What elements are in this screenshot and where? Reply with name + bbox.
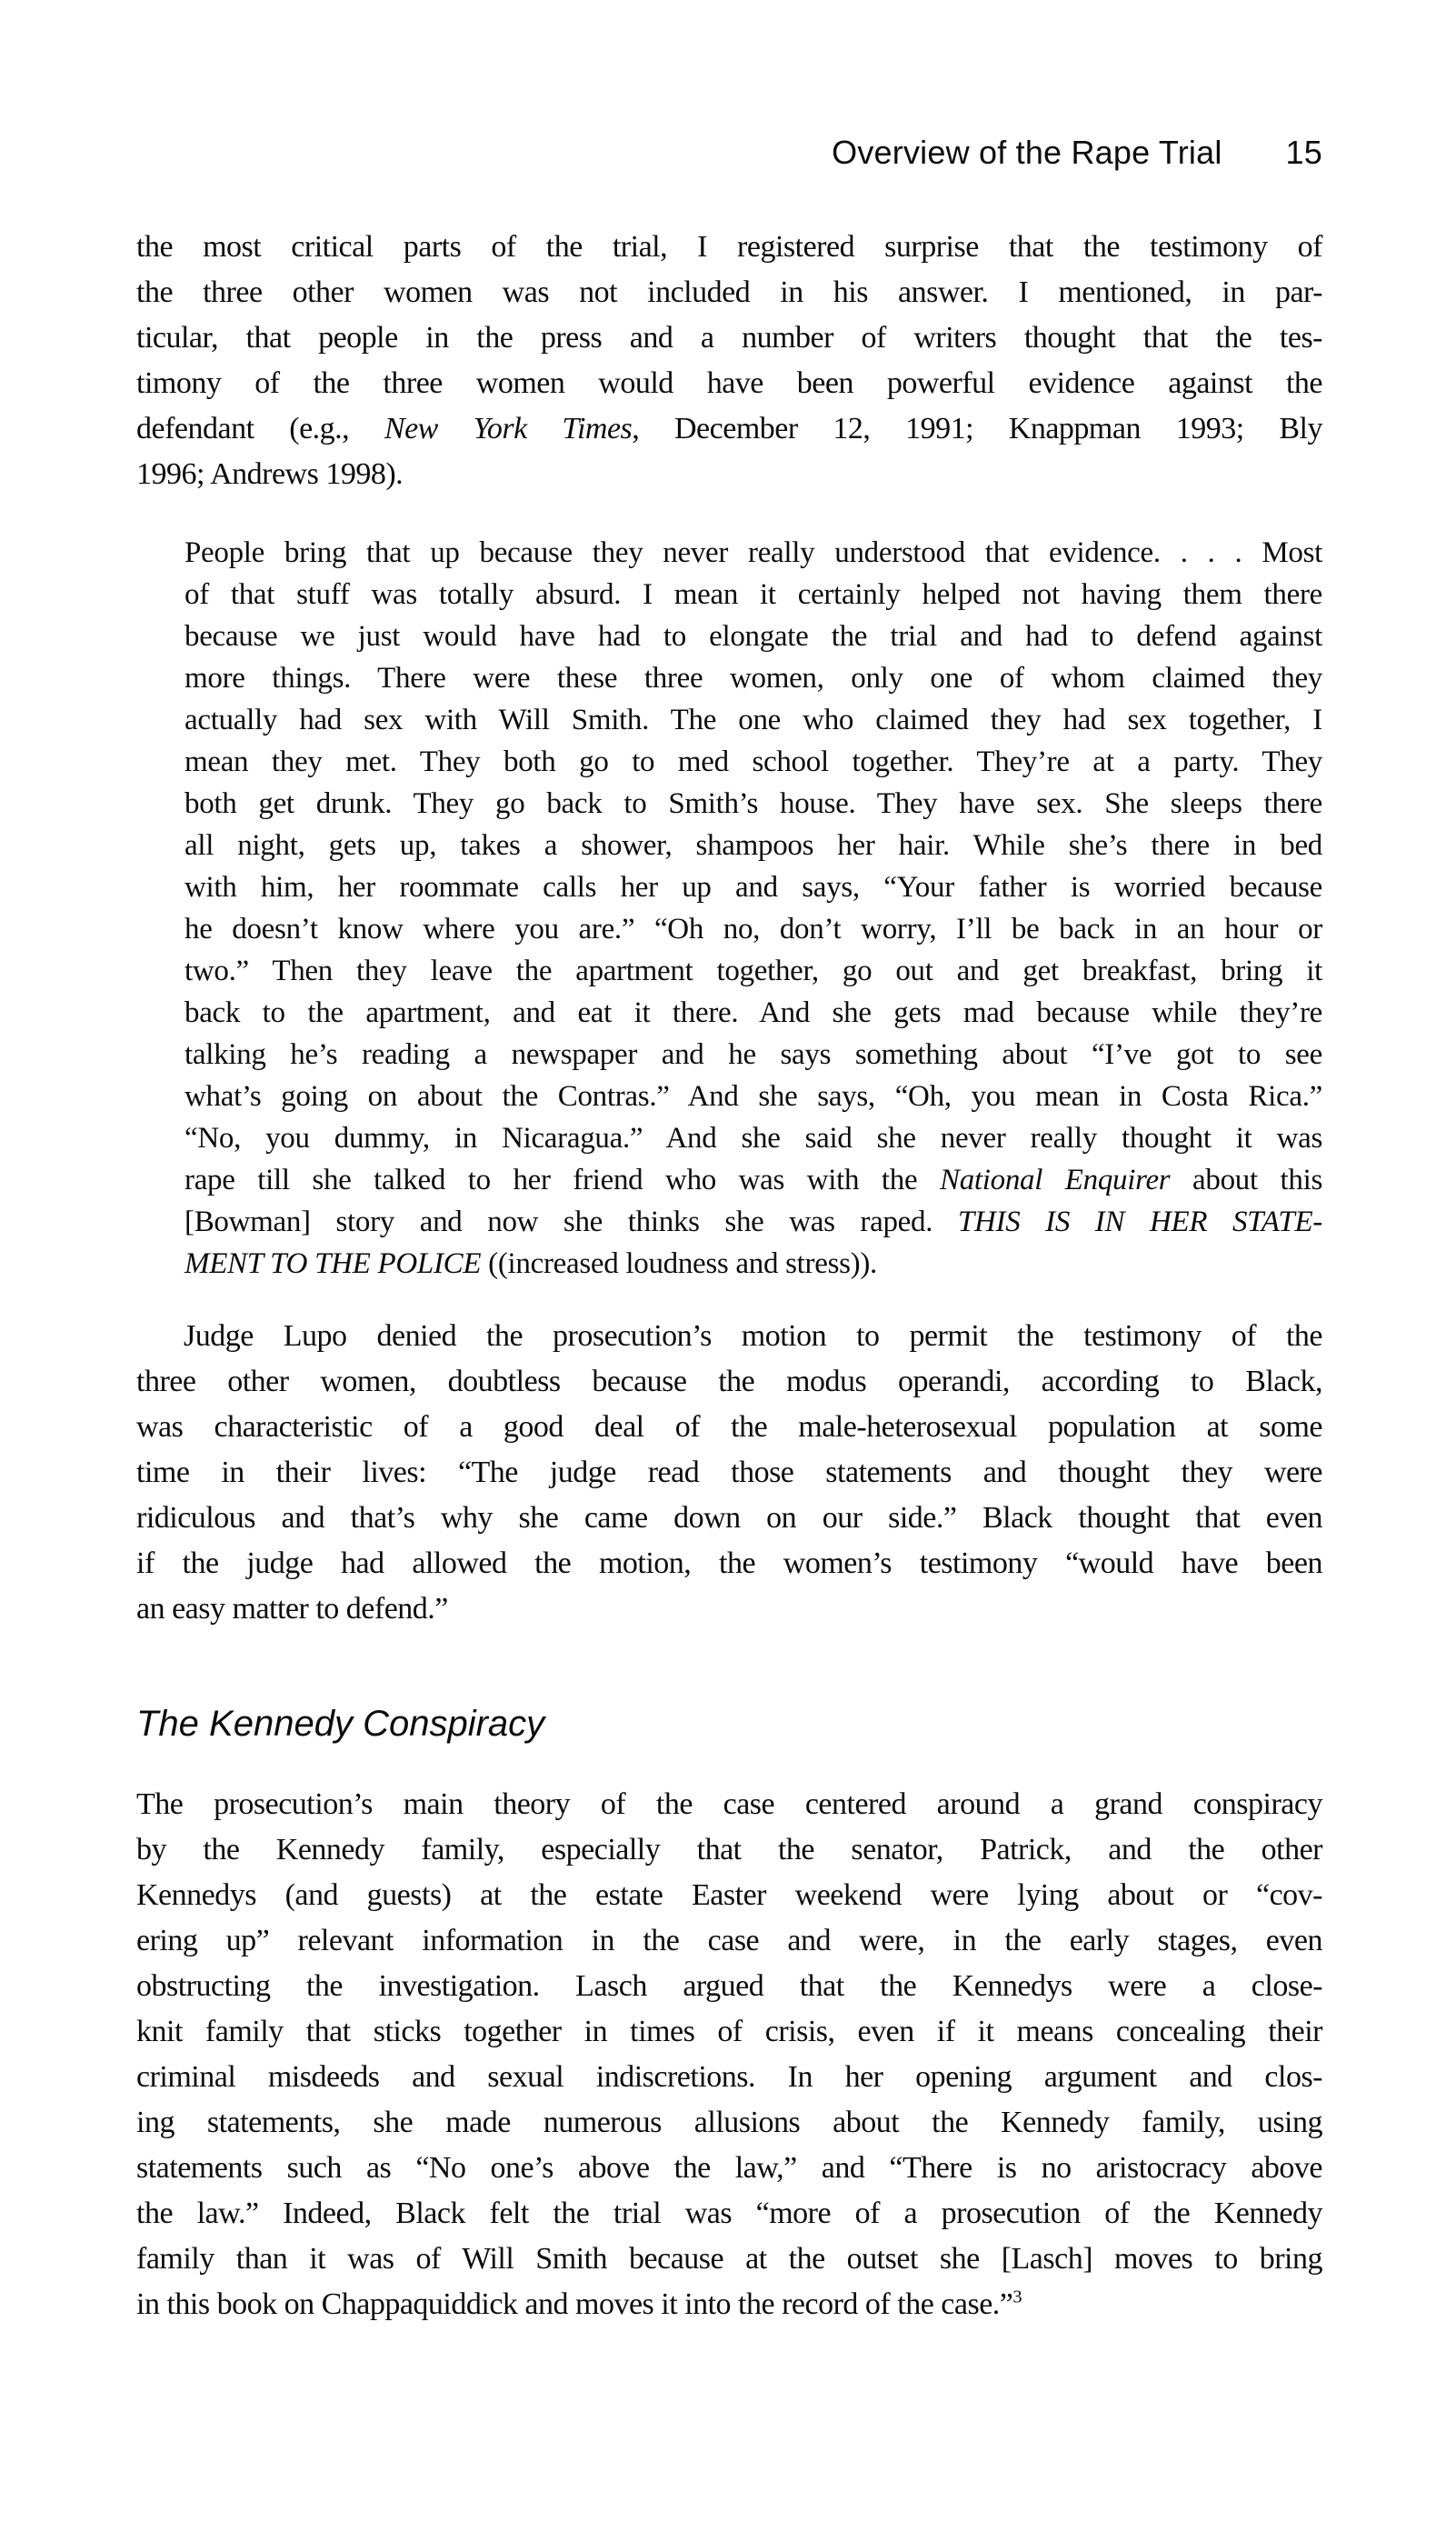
paragraph-judge-lupo: Judge Lupo denied the prosecution’s motion to permit the testimony of the three other women, doubtless because the modus operandi, according to Black, was characteristic of a good deal of the male-heterosexual population at some time in their lives: “The judge read those statements and thought they were ridiculous and that’s why she came down on our side.” Black thought that even if the judge had allowed the motion, the women’s testimony “would have been an easy matter to defend.” [136,1319,1322,1626]
page-number: 15 [1285,134,1322,171]
paragraph-kennedy-conspiracy: The prosecution’s main theory of the case centered around a grand conspiracy by the Kennedy family, especially that the senator, Patrick, and the other Kennedys (and guests) at the estate Easter weekend were lying about or “cov- ering up” relevant information in the case and were, in the early stages, even obstructing the investigation. Lasch argued that the Kennedys were a close- knit family that sticks together in times of crisis, even if it means concealing their criminal misdeeds and sexual indiscretions. In her opening argument and clos- ing statements, she made numerous allusions about the Kennedy family, using statements such as “No one’s above the law,” and “There is no aristocracy above the law.” Indeed, Black felt the trial was “more of a prosecution of the Kennedy family than it was of Will Smith because at the outset she [Lasch] moves to bring in this book on Chappaquiddick and moves it into the record of the case.”$^3$ [136,1787,1322,2321]
running-header-title: Overview of the Rape Trial [832,134,1222,171]
section-heading: The Kennedy Conspiracy [136,1704,545,1744]
running-header [136,135,1322,171]
block-quote: People bring that up because they never really understood that evidence. . . . Most of that stuff was totally absurd. I mean it certainly helped not having them there because we just would have had to elongate the trial and had to defend against more things. There were these three women, only one of whom claimed they actually had sex with Will Smith. The one who claimed they had sex together, I mean they met. They both go to med school together. They’re at a party. They both get drunk. They go back to Smith’s house. They have sex. She sleeps there all night, gets up, takes a shower, shampoos her hair. While she’s there in bed with him, her roommate calls her up and says, “Your father is worried because he doesn’t know where you are.” “Oh no, don’t worry, I’ll be back in an hour or two.” Then they leave the apartment together, go out and get breakfast, bring it back to the apartment, and eat it there. And she gets mad because while they’re talking he’s reading a newspaper and he says something about “I’ve got to see what’s going on about the Contras.” And she says, “Oh, you mean in Costa Rica.” “No, you dummy, in Nicaragua.” And she said she never really thought it was rape till she talked to her friend who was with the National Enquirer about this [Bowman] story and now she thinks she was raped. THIS IS IN HER STATE- MENT TO THE POLICE ((increased loudness and stress)). [184,536,1322,1280]
paragraph-intro: the most critical parts of the trial, I registered surprise that the testimony of the three other women was not included in his answer. I mentioned, in par- ticular, that people in the press and a number of writers thought that the tes- timony of the three women would have been powerful evidence against the defendant (e.g., New York Times, December 12, 1991; Knappman 1993; Bly 1996; Andrews 1998). [136,230,1322,491]
